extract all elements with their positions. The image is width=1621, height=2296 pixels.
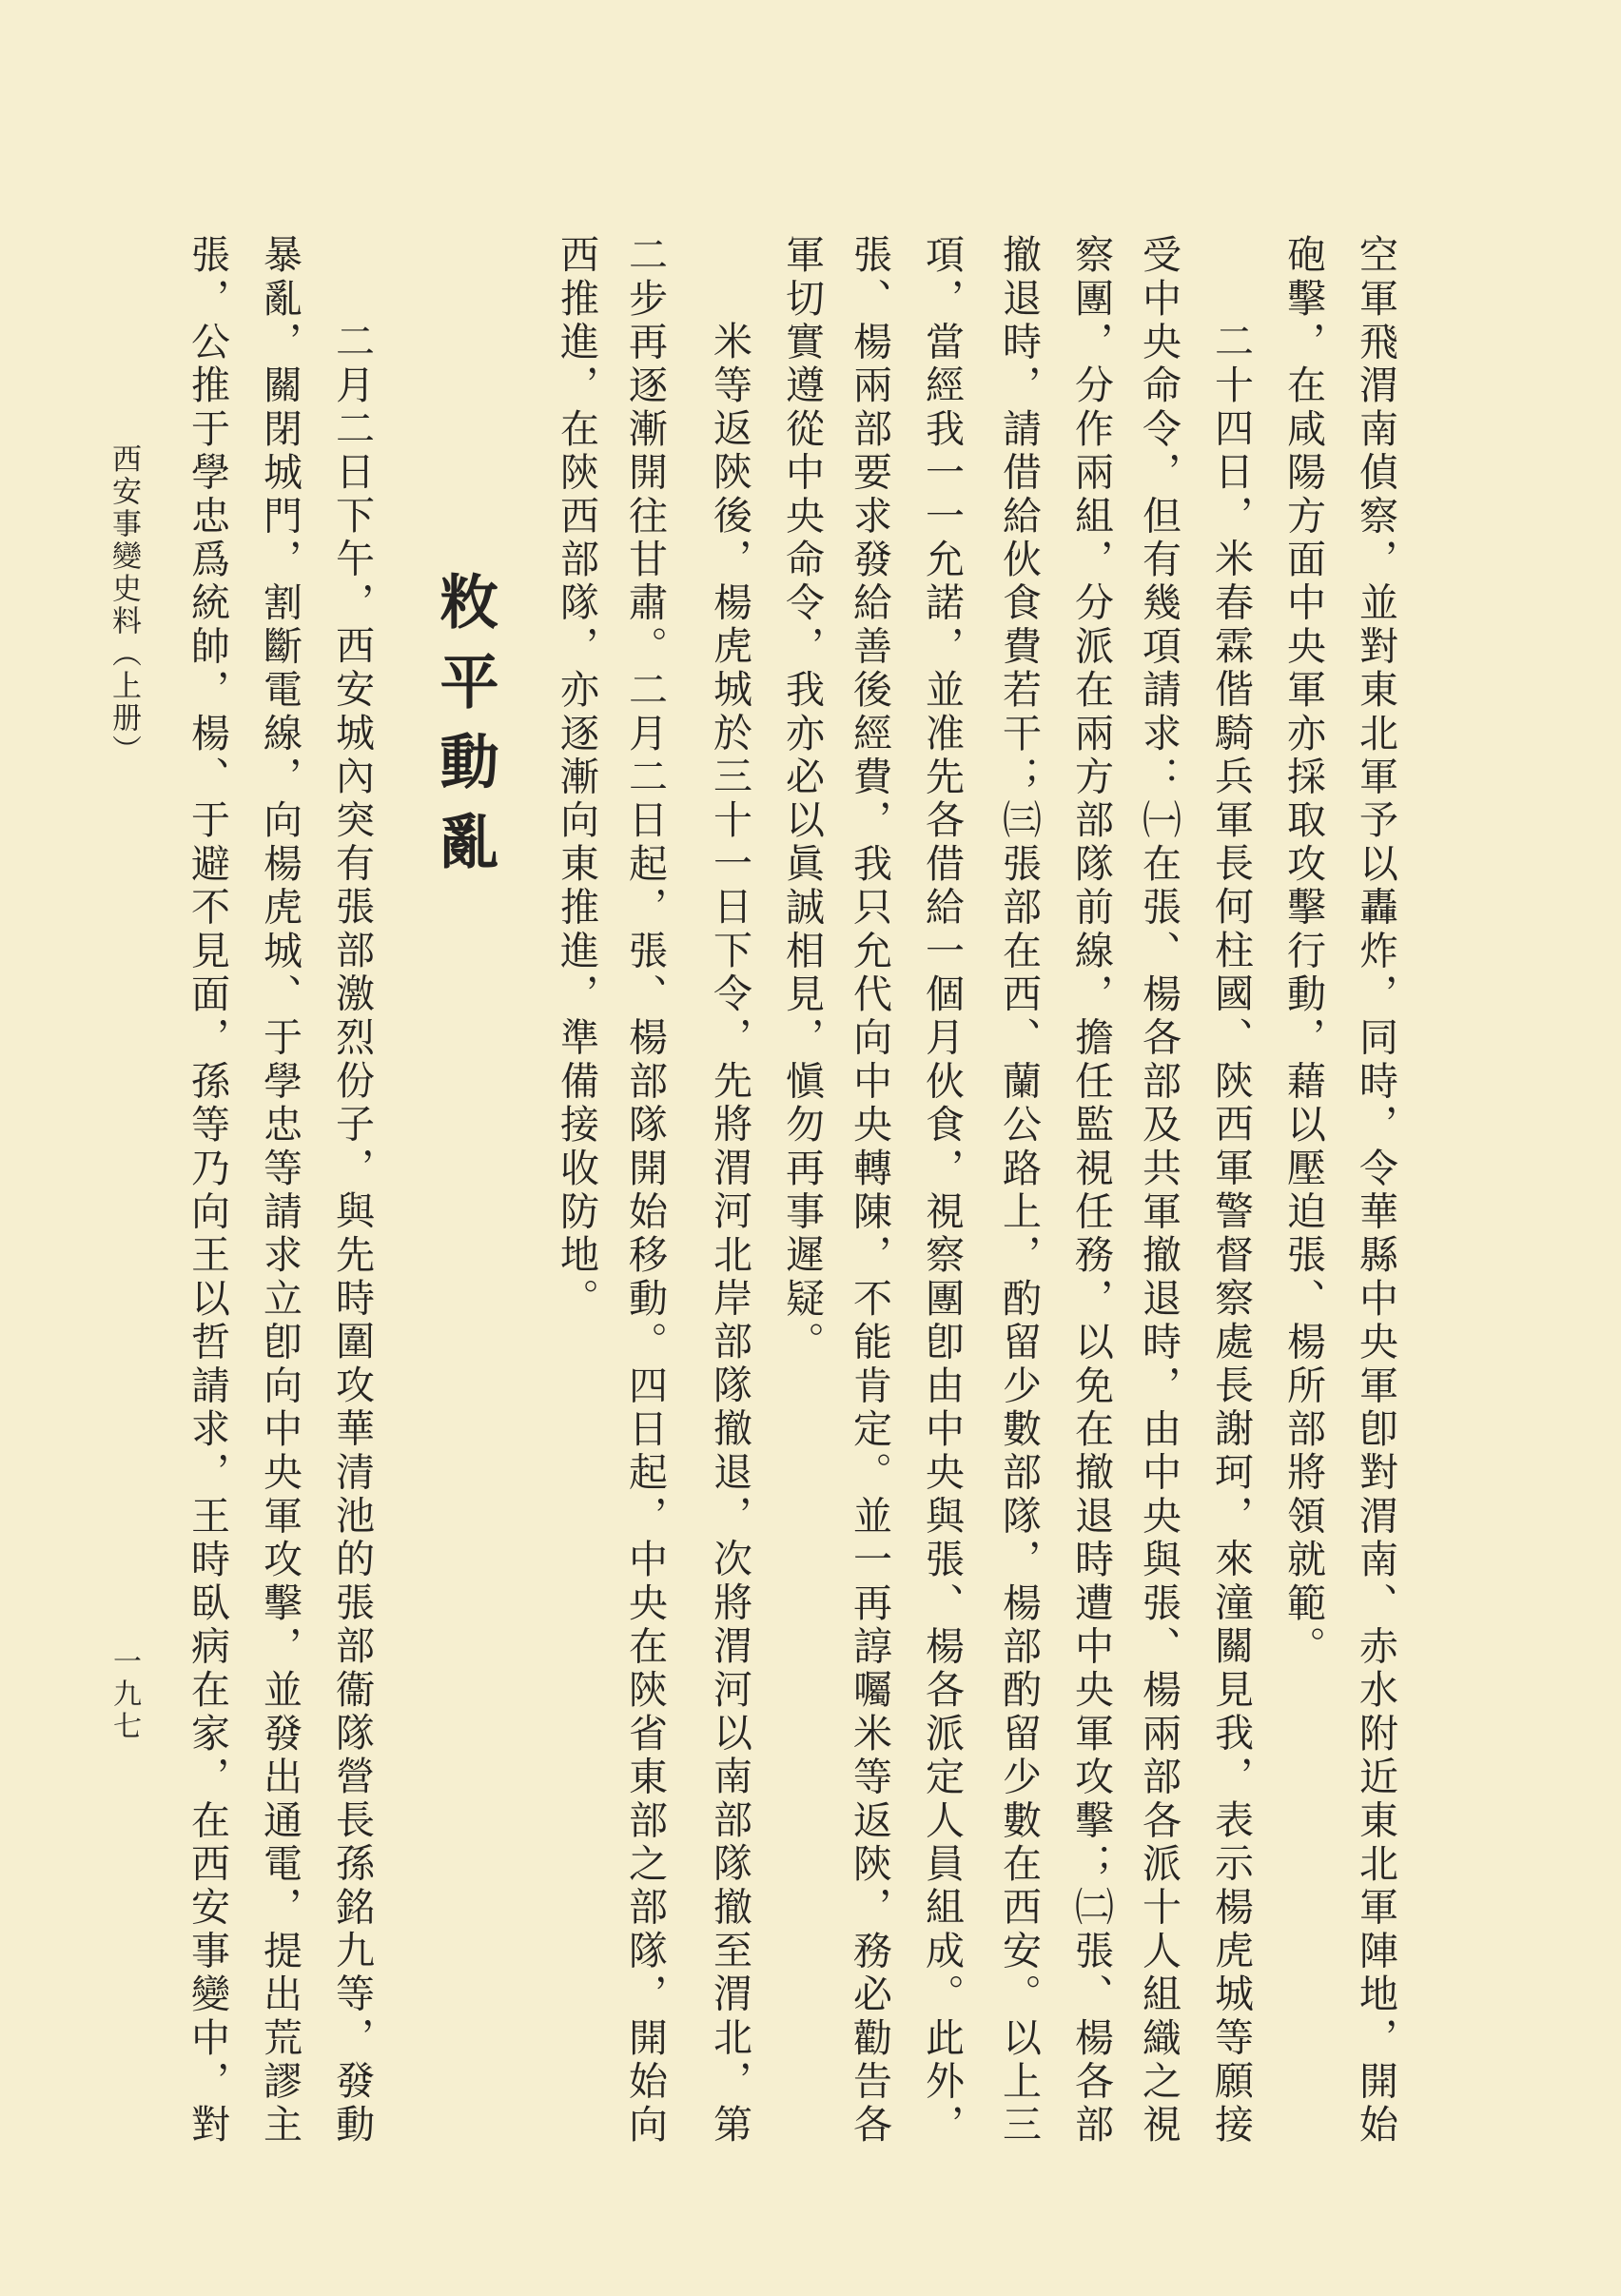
- text-column: 米等返陝後，楊虎城於三十一日下令，先將渭河北岸部隊撤退，次將渭河以南部隊撤至渭北，第: [707, 321, 752, 2148]
- text-column: 項，當經我一一允諾，並准先各借給一個月伙食，視察團卽由中央與張、楊各派定人員組成。此外，: [919, 234, 965, 2148]
- text-column: 二步再逐漸開往甘肅。二月二日起，張、楊部隊開始移動。四日起，中央在陝省東部之部隊，開始向: [622, 234, 668, 2148]
- text-column: 暴亂，關閉城門，割斷電線，向楊虎城、于學忠等請求立卽向中央軍攻擊，並發出通電，提出荒謬主: [257, 234, 303, 2148]
- text-column: 軍切實遵從中央命令，我亦必以眞誠相見，愼勿再事遲疑。: [779, 234, 825, 1365]
- section-heading: 敉平動亂: [430, 571, 499, 891]
- page-number: 一九七: [107, 1646, 141, 1743]
- text-column: 察團，分作兩組，分派在兩方部隊前線，擔任監視任務，以免在撤退時遭中央軍攻擊；㈡張、楊各部: [1068, 234, 1114, 2148]
- text-column: 砲擊，在咸陽方面中央軍亦採取攻擊行動，藉以壓迫張、楊所部將領就範。: [1280, 234, 1326, 1670]
- text-column: 二十四日，米春霖偕騎兵軍長何柱國、陝西軍警督察處長謝珂，來潼關見我，表示楊虎城等願接: [1208, 321, 1254, 2148]
- text-column: 張，公推于學忠爲統帥，楊、于避不見面，孫等乃向王以哲請求，王時臥病在家，在西安事變中，對: [185, 234, 230, 2148]
- text-column: 西推進，在陝西部隊，亦逐漸向東推進，準備接收防地。: [554, 234, 599, 1322]
- text-column: 受中央命令，但有幾項請求：㈠在張、楊各部及共軍撤退時，由中央與張、楊兩部各派十人組織之視: [1136, 234, 1182, 2148]
- book-title: 西安事變史料（上册）: [107, 443, 141, 767]
- text-column: 撤退時，請借給伙食費若干；㈢張部在西、蘭公路上，酌留少數部隊，楊部酌留少數在西安。以上三: [996, 234, 1042, 2148]
- text-column: 二月二日下午，西安城內突有張部激烈份子，與先時圍攻華清池的張部衞隊營長孫銘九等，發動: [329, 321, 375, 2148]
- text-column: 張、楊兩部要求發給善後經費，我只允代向中央轉陳，不能肯定。並一再諄囑米等返陝，務必勸告各: [847, 234, 892, 2148]
- text-column: 空軍飛渭南偵察，並對東北軍予以轟炸，同時，令華縣中央軍卽對渭南、赤水附近東北軍陣地，開始: [1353, 234, 1398, 2148]
